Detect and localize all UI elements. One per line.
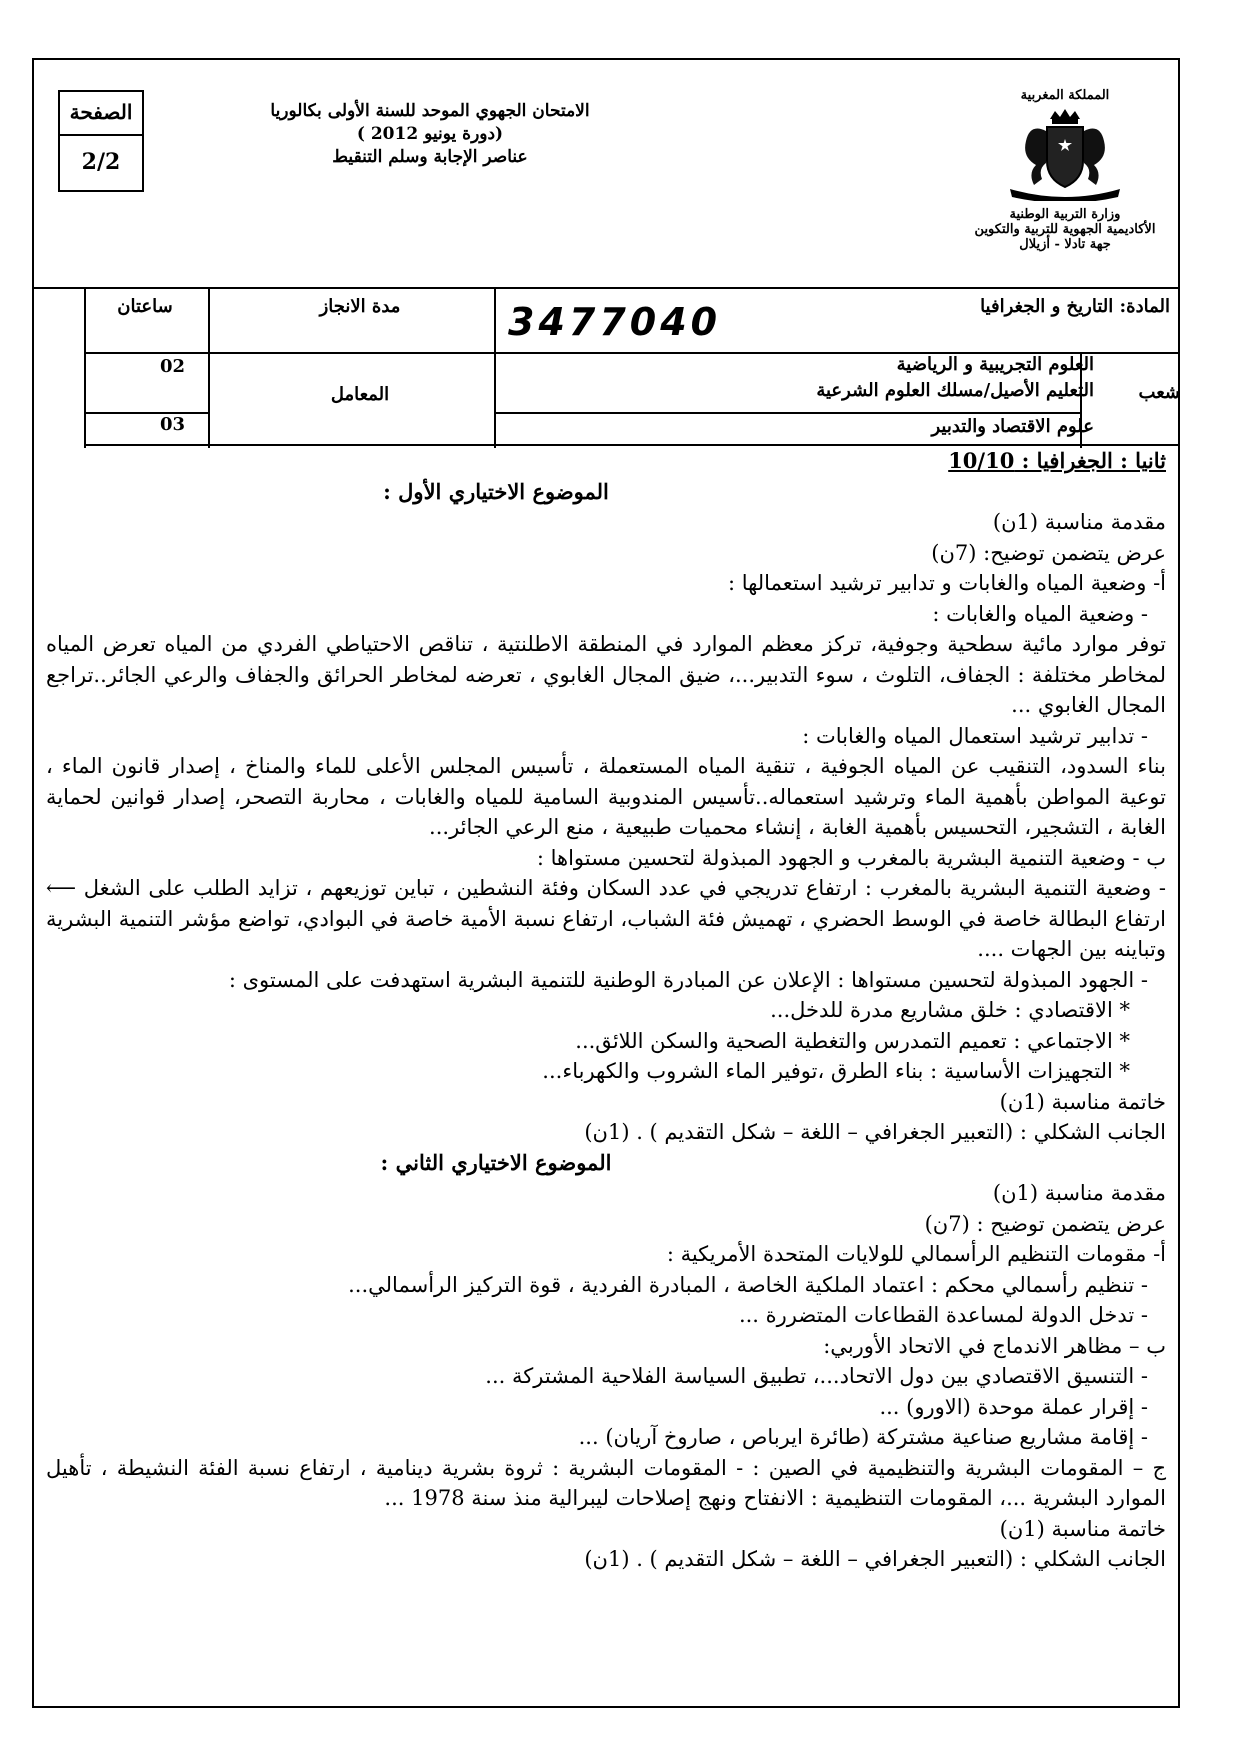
page-label: الصفحة (69, 100, 133, 124)
section-title: ثانيا : الجغرافيا : 10/10 (948, 448, 1166, 473)
t1-b2-item2: * الاجتماعي : تعميم التمدرس والتغطية الصحية والسكن اللائق... (575, 1028, 1130, 1053)
t2-conclusion: خاتمة مناسبة (1ن) (999, 1516, 1166, 1541)
t1-b2-heading: - الجهود المبذولة لتحسين مستواها : الإعلان عن المبادرة الوطنية للتنمية البشرية استهدفت على المستوى : (228, 967, 1148, 992)
t2-part-c-text: ج – المقومات البشرية والتنظيمية في الصين : - المقومات البشرية : ثروة بشرية دينامية ، ارتفاع نسبة الفئة النشيطة ، تأهيل الموارد البشرية ...، المقومات التنظيمية : الانفتاح ونهج إصلاحات ليبرالية منذ سنة 1978 ... (46, 1455, 1166, 1510)
coefficient-2: 03 (160, 414, 186, 435)
academy-label: الأكاديمية الجهوية للتربية والتكوين (974, 222, 1156, 237)
kingdom-label: المملكة المغربية (1020, 88, 1110, 103)
page-number-box (58, 90, 144, 192)
exam-title-line1: الامتحان الجهوي الموحد للسنة الأولى بكالوريا (270, 101, 590, 121)
topic1-title: الموضوع الاختياري الأول : (383, 478, 609, 504)
t1-b1-text: - وضعية التنمية البشرية بالمغرب : ارتفاع تدريجي في عدد السكان وفئة النشطين ، تباين توزيعهم ، تزايد الطلب على الشغل ⟵ ارتفاع البطالة خاصة في الوسط الحضري ، تهميش فئة الشباب، ارتفاع نسبة الأمية خاصة في البوادي، تواضع مؤشر التنمية البشرية وتباينه بين الجهات .... (46, 876, 1166, 961)
t2-intro: مقدمة مناسبة (1ن) (992, 1181, 1166, 1205)
subject-label: المادة: التاريخ و الجغرافيا (980, 296, 1170, 317)
coefficient-label: المعامل (330, 384, 390, 405)
branch-2: التعليم الأصيل/مسلك العلوم الشرعية (816, 380, 1094, 401)
duration-value: ساعتان (117, 296, 173, 317)
duration-label: مدة الانجاز (319, 296, 401, 317)
t1-a2-heading: - تدابير ترشيد استعمال المياه والغابات : (802, 723, 1148, 748)
ministry-label: وزارة التربية الوطنية (1009, 207, 1121, 222)
branch-1: العلوم التجريبية و الرياضية (896, 354, 1094, 375)
t1-intro: مقدمة مناسبة (1ن) (992, 510, 1166, 534)
t1-conclusion: خاتمة مناسبة (1ن) (999, 1089, 1166, 1114)
t2-part-a: أ- مقومات التنظيم الرأسمالي للولايات المتحدة الأمريكية : (666, 1242, 1166, 1266)
institution-block (960, 88, 1170, 252)
topic2-title: الموضوع الاختياري الثاني : (380, 1149, 612, 1175)
exam-title-line2: (دورة يونيو 2012 ) (356, 124, 504, 144)
region-label: جهة تادلا - أزيلال (1019, 237, 1111, 252)
t2-form: الجانب الشكلي : (التعبير الجغرافي – اللغة – شكل التقديم ) . (1ن) (584, 1547, 1166, 1571)
t1-a2-text: بناء السدود، التنقيب عن المياه الجوفية ، تنقية المياه المستعملة ، تأسيس المجلس الأعلى للماء والمناخ ، إصدار قانون الماء ، توعية المواطن بأهمية الماء وترشيد استعماله..تأسيس المندوبية السامية للمياه والغابات ، محاربة التصحر، إصدار قوانين لحماية الغابة ، التشجير، التحسيس بأهمية الغابة ، إنشاء محميات طبيعية ، منع الرعي الجائر... (46, 754, 1166, 839)
coefficient-1: 02 (160, 356, 186, 377)
t1-presentation: عرض يتضمن توضيح: (7ن) (931, 540, 1166, 565)
t1-a1-heading: - وضعية المياه والغابات : (932, 601, 1148, 626)
t1-form: الجانب الشكلي : (التعبير الجغرافي – اللغة – شكل التقديم ) . (1ن) (584, 1120, 1166, 1144)
page-number: 2/2 (60, 134, 142, 194)
t1-b2-item3: * التجهيزات الأساسية : بناء الطرق ،توفير الماء الشروب والكهرباء... (542, 1059, 1130, 1083)
branch-label: شعب (1138, 382, 1180, 403)
t1-b2-item1: * الاقتصادي : خلق مشاريع مدرة للدخل... (770, 998, 1130, 1022)
t2-part-b: ب – مظاهر الاندماج في الاتحاد الأوربي: (823, 1333, 1166, 1358)
exam-title (240, 100, 620, 169)
t1-part-b: ب - وضعية التنمية البشرية بالمغرب و الجهود المبذولة لتحسين مستواها : (536, 845, 1166, 870)
t2-b1: - التنسيق الاقتصادي بين دول الاتحاد...، تطبيق السياسة الفلاحية المشتركة ... (485, 1364, 1148, 1388)
answer-key-body (46, 446, 1166, 1575)
t1-part-a: أ- وضعية المياه والغابات و تدابير ترشيد استعمالها : (727, 571, 1166, 595)
t1-a1-text: توفر موارد مائية سطحية وجوفية، تركز معظم الموارد في المنطقة الاطلنتية ، تناقص الاحتياطي الفردي من المياه تعرض المياه لمخاطر مختلفة : الجفاف، التلوث ، سوء التدبير...، ضيق المجال الغابوي ، تعرضه لمخاطر الحرائق والجفاف والرعي الجائر..تراجع المجال الغابوي ... (46, 632, 1166, 717)
branch-3: علوم الاقتصاد والتدبير (931, 416, 1094, 437)
coat-of-arms-icon (1000, 109, 1130, 201)
t2-a1: - تنظيم رأسمالي محكم : اعتماد الملكية الخاصة ، المبادرة الفردية ، قوة التركيز الرأسمالي... (348, 1272, 1148, 1297)
t2-b3: - إقامة مشاريع صناعية مشتركة (طائرة ايرباص ، صاروخ آريان) ... (578, 1425, 1148, 1449)
handwritten-code: 3477040 (508, 300, 722, 344)
t2-b2: - إقرار عملة موحدة (الاورو) ... (879, 1394, 1148, 1419)
t2-a2: - تدخل الدولة لمساعدة القطاعات المتضررة ... (738, 1303, 1148, 1327)
t2-presentation: عرض يتضمن توضيح : (7ن) (924, 1211, 1166, 1236)
exam-title-line3: عناصر الإجابة وسلم التنقيط (332, 147, 528, 167)
